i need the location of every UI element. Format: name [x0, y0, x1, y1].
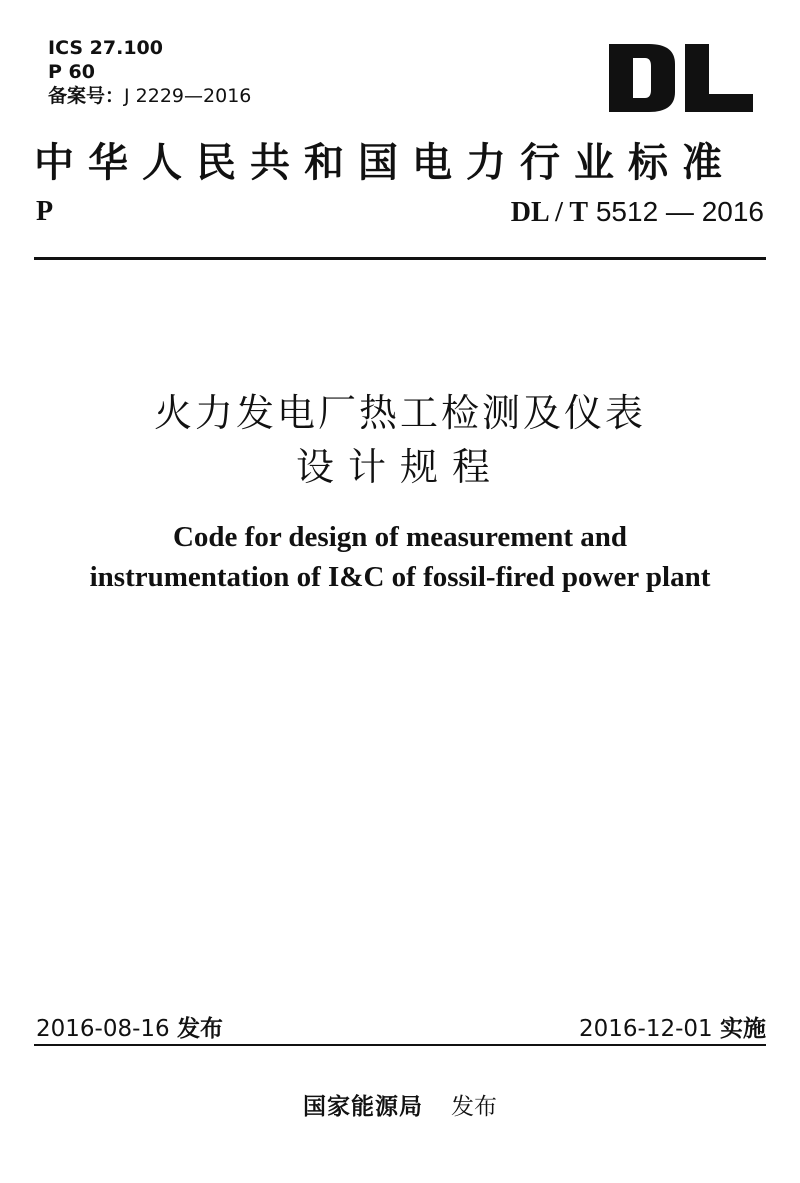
standard-letter: P	[36, 196, 54, 227]
title-en-line1: Code for design of measurement and	[172, 521, 628, 553]
issue-date	[36, 1010, 223, 1043]
standard-category-title: 中华人民共和国电力行业标准	[34, 139, 736, 186]
issue-label: 发布	[176, 1016, 223, 1042]
header-meta	[48, 36, 251, 108]
dl-logo	[609, 44, 753, 112]
code-prefix: DL / T	[510, 197, 589, 228]
issue-date-value: 2016-08-16	[36, 1016, 170, 1042]
effective-date	[579, 1010, 766, 1043]
effective-date-value: 2016-12-01	[579, 1016, 713, 1042]
standard-code	[511, 196, 764, 229]
title-cn-line1: 火力发电厂热工检测及仪表	[153, 391, 646, 435]
title-cn-line2: 设计规程	[295, 445, 504, 489]
publisher-action: 发布	[451, 1094, 497, 1120]
title-en-line2: instrumentation of I&C of fossil-fired power plant	[89, 561, 711, 593]
p-code: P 60	[48, 61, 95, 83]
record-label: 备案号：	[48, 85, 125, 107]
publisher	[0, 1088, 800, 1121]
bottom-divider	[34, 1044, 766, 1046]
top-divider	[34, 257, 766, 260]
publisher-org: 国家能源局	[303, 1094, 423, 1120]
effective-label: 实施	[720, 1016, 766, 1042]
record-number	[48, 84, 251, 108]
ics-code: ICS 27.100	[48, 37, 163, 59]
record-value: J 2229—2016	[124, 85, 252, 107]
code-number: 5512 — 2016	[595, 196, 764, 227]
